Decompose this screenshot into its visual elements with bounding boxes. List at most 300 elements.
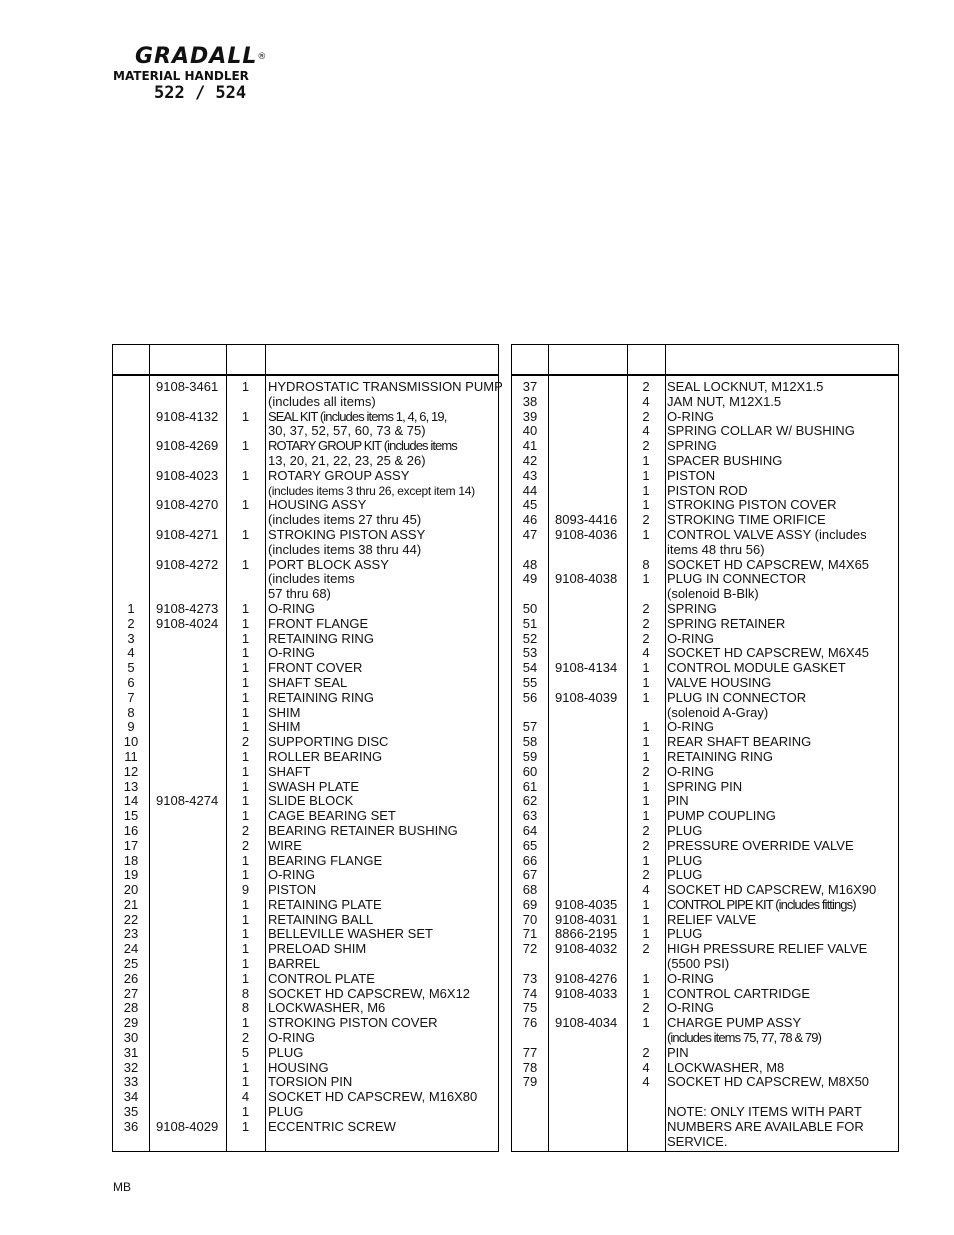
table-row [512,824,898,839]
description [667,824,702,839]
part-number: 9108-4024 [156,615,219,631]
item-number: 46 [522,512,538,528]
description [667,1016,821,1046]
description-line: CONTROL PIPE KIT (includes fittings) [667,896,856,912]
description [667,528,867,558]
description-line: O-RING [268,645,315,661]
quantity: 1 [241,408,250,424]
item-number: 55 [522,674,538,690]
description-line: SLIDE BLOCK [268,793,354,809]
description [667,439,717,454]
item-number: 12 [123,763,139,779]
description-line: RETAINING PLATE [268,896,382,912]
quantity: 2 [642,1000,650,1016]
part-number: 9108-4032 [555,941,618,957]
description-line: WIRE [268,837,302,853]
item-number: 26 [123,970,139,986]
item-number: 8 [127,704,135,720]
quantity: 4 [642,645,650,661]
description-line: SHAFT SEAL [268,674,348,690]
parts-table-left [112,344,503,1152]
description-line: CONTROL MODULE GASKET [667,660,846,676]
description [268,765,311,780]
quantity: 4 [642,1074,650,1090]
model-number: 522 / 524 [154,83,247,103]
part-number: 9108-4272 [156,556,219,572]
description-line: FRONT COVER [268,660,363,676]
quantity: 1 [642,970,650,986]
description [667,1061,784,1076]
description-line: BEARING FLANGE [268,852,383,868]
item-number: 18 [123,852,139,868]
part-number: 9108-4273 [156,600,219,616]
item-number: 59 [522,748,538,764]
table-row [113,809,498,824]
description [268,1016,438,1031]
description [268,780,359,795]
table-row [512,839,898,854]
quantity: 1 [241,1118,250,1134]
quantity: 1 [642,660,650,676]
quantity: 8 [241,1000,250,1016]
description-line: O-RING [667,408,714,424]
table-row [113,661,498,676]
description [268,439,457,469]
item-number: 9 [127,719,135,735]
item-number: 1 [127,600,135,616]
description-line: PLUG [667,867,703,883]
description-line: REAR SHAFT BEARING [667,734,812,750]
item-number: 14 [123,793,139,809]
description [268,735,388,750]
description-line: SOCKET HD CAPSCREW, M16X90 [667,882,877,898]
description-line: SPRING PIN [667,778,743,794]
table-row [512,898,898,913]
table-row [113,1031,498,1046]
item-number: 77 [522,1044,538,1060]
description-line: 30, 37, 52, 57, 60, 73 & 75) [268,423,426,439]
table-row [113,824,498,839]
description [268,927,433,942]
description [667,1046,689,1061]
description [667,854,702,869]
item-number: 7 [127,689,135,705]
quantity: 2 [642,763,650,779]
description-line: VALVE HOUSING [667,674,772,690]
description-line: SPRING RETAINER [667,615,786,631]
table-row [113,1046,498,1061]
description [667,424,855,439]
description [268,1075,352,1090]
description [268,854,382,869]
description [268,1046,303,1061]
description [667,1105,864,1149]
description-line: PLUG IN CONNECTOR [667,689,807,705]
quantity: 1 [241,438,250,454]
quantity: 1 [241,778,250,794]
item-number: 16 [123,822,139,838]
description [667,927,702,942]
description-line: SUPPORTING DISC [268,734,389,750]
description [268,1001,385,1016]
quantity: 2 [241,1030,250,1046]
table-row [113,617,498,632]
quantity: 1 [241,867,250,883]
quantity: 1 [642,1015,650,1031]
table-row [113,913,498,928]
description [667,883,876,898]
item-number: 49 [522,571,538,587]
item-number: 10 [123,734,139,750]
part-number: 9108-3461 [156,379,219,394]
table-row [512,854,898,869]
description-line: SPRING [667,600,717,616]
item-number: 44 [522,482,538,498]
table-row [512,809,898,824]
table-row [113,898,498,913]
description-line: SHIM [268,719,301,735]
item-number: 2 [127,615,135,631]
table-row [512,883,898,898]
quantity: 1 [241,1104,250,1120]
description-line: CAGE BEARING SET [268,808,396,824]
description-line: SHAFT [268,763,311,779]
item-number: 27 [123,985,139,1001]
table-row [113,1120,498,1135]
quantity: 2 [241,822,250,838]
item-number: 5 [127,660,135,676]
part-number: 8093-4416 [555,512,618,528]
item-number: 29 [123,1015,139,1031]
quantity: 9 [241,882,250,898]
table-row [113,1090,498,1105]
item-number: 3 [127,630,135,646]
description [268,1120,396,1135]
table-row [512,735,898,750]
quantity: 1 [642,748,650,764]
item-number: 75 [522,1000,538,1016]
description [667,676,771,691]
description-line: PORT BLOCK ASSY [268,556,389,572]
description-line: JAM NUT, M12X1.5 [667,393,782,409]
table-row [512,987,898,1002]
description [268,972,375,987]
table-row [113,735,498,750]
table-row [512,646,898,661]
item-number: 66 [522,852,538,868]
description [268,661,362,676]
description-line: items 48 thru 56) [667,541,765,557]
item-number: 67 [522,867,538,883]
description [667,913,756,928]
description-line: CONTROL PLATE [268,970,375,986]
description-line: 13, 20, 21, 22, 23, 25 & 26) [268,452,426,468]
description [268,1031,315,1046]
item-number: 36 [123,1118,139,1134]
quantity: 4 [642,423,650,439]
table-row [113,676,498,691]
item-number: 17 [123,837,139,853]
item-number: 48 [522,556,538,572]
table-row [113,1061,498,1076]
table-row [512,558,898,573]
item-number: 25 [123,956,139,972]
item-number: 40 [522,423,538,439]
description [268,632,374,647]
table-row [512,720,898,735]
description [268,498,421,528]
item-number: 56 [522,689,538,705]
table-row [512,454,898,469]
description [667,484,748,499]
table-row [113,765,498,780]
part-number: 9108-4276 [555,970,618,986]
description [667,632,714,647]
table-row [113,927,498,942]
item-number: 57 [522,719,538,735]
brand-subtitle: MATERIAL HANDLER [113,69,249,83]
item-number: 79 [522,1074,538,1090]
description-line: SEAL LOCKNUT, M12X1.5 [667,379,824,394]
description-line: (solenoid A-Gray) [667,704,769,720]
quantity: 1 [642,911,650,927]
table-row [512,528,898,558]
description-line: SEAL KIT (includes items 1, 4, 6, 19, [268,408,447,424]
description-line: O-RING [268,1030,315,1046]
description [667,868,702,883]
description-line: HOUSING [268,1059,329,1075]
item-number: 34 [123,1089,139,1105]
quantity: 1 [241,793,250,809]
part-number: 9108-4039 [555,689,618,705]
part-number: 9108-4036 [555,526,618,542]
description [667,410,714,425]
description [667,780,742,795]
quantity: 1 [241,956,250,972]
item-number: 28 [123,1000,139,1016]
quantity: 1 [241,467,250,483]
table-row [512,1075,898,1090]
quantity: 1 [241,1015,250,1031]
item-number: 6 [127,674,135,690]
quantity: 1 [642,926,650,942]
table-row [512,942,898,972]
table-row [113,1075,498,1090]
quantity: 1 [642,896,650,912]
description [268,1105,303,1120]
item-number: 76 [522,1015,538,1031]
table-row [113,839,498,854]
item-number: 24 [123,941,139,957]
description-line: O-RING [667,970,714,986]
table-row [512,750,898,765]
table-row [113,691,498,706]
table-row [512,513,898,528]
quantity: 1 [241,748,250,764]
item-number: 33 [123,1074,139,1090]
quantity: 1 [241,911,250,927]
quantity: 1 [241,808,250,824]
part-number: 9108-4132 [156,408,219,424]
description [667,720,714,735]
description-line: PLUG [667,926,703,942]
description-line: STROKING TIME ORIFICE [667,512,826,528]
quantity: 1 [241,645,250,661]
description-line: SPACER BUSHING [667,452,783,468]
table-row [512,498,898,513]
table-row [512,780,898,795]
description [667,942,867,972]
quantity: 2 [642,867,650,883]
description-line: SOCKET HD CAPSCREW, M6X45 [667,645,870,661]
item-number: 43 [522,467,538,483]
description [268,720,301,735]
quantity: 2 [642,941,650,957]
item-number: 58 [522,734,538,750]
quantity: 5 [241,1044,250,1060]
quantity: 4 [642,882,650,898]
table-row [512,1016,898,1046]
item-number: 62 [522,793,538,809]
description [268,868,315,883]
item-number: 69 [522,896,538,912]
table-row [113,632,498,647]
item-number: 15 [123,808,139,824]
quantity: 1 [241,941,250,957]
part-number: 9108-4031 [555,911,618,927]
quantity: 1 [642,452,650,468]
item-number: 63 [522,808,538,824]
description-line: (includes items [268,571,355,587]
table-row [113,602,498,617]
item-number: 60 [522,763,538,779]
table-row [512,380,898,395]
description-line: O-RING [667,763,714,779]
item-number: 54 [522,660,538,676]
table-row [512,602,898,617]
table-row [113,942,498,957]
quantity: 4 [642,1059,650,1075]
quantity: 1 [241,763,250,779]
table-row [113,720,498,735]
item-number: 37 [522,379,538,394]
item-number: 42 [522,452,538,468]
part-number: 9108-4038 [555,571,618,587]
page-footer-code: MB [113,1180,131,1194]
description [667,898,856,913]
parts-rows-right [512,380,898,1149]
description-line: HYDROSTATIC TRANSMISSION PUMP [268,379,503,394]
quantity: 1 [241,689,250,705]
table-row [113,469,498,499]
table-row [512,410,898,425]
description-line: (includes items 3 thru 26, except item 14) [268,483,475,498]
description [667,735,811,750]
quantity: 2 [241,837,250,853]
table-row [512,676,898,691]
description [268,750,382,765]
description-line: PISTON [268,882,317,898]
description [667,987,810,1002]
quantity: 1 [642,985,650,1001]
description [268,1061,329,1076]
item-number: 22 [123,911,139,927]
part-number: 9108-4023 [156,467,219,483]
part-number: 9108-4034 [555,1015,618,1031]
table-row [113,1016,498,1031]
description-line: (solenoid B-Blk) [667,586,759,602]
description-line: PISTON [667,467,716,483]
table-row [512,691,898,721]
description [268,1090,477,1105]
description [268,528,425,558]
description-line: (includes all items) [268,393,376,409]
item-number: 47 [522,526,538,542]
description-line: ROTARY GROUP KIT (includes items [268,438,457,454]
description [667,602,717,617]
table-row [113,794,498,809]
description-line: ROLLER BEARING [268,748,383,764]
description-line: RETAINING BALL [268,911,374,927]
item-number: 32 [123,1059,139,1075]
quantity: 1 [241,379,250,394]
description [667,469,715,484]
description [268,558,389,602]
description-line: 57 thru 68) [268,586,331,602]
table-row [512,1061,898,1076]
item-number: 73 [522,970,538,986]
quantity: 1 [642,778,650,794]
description [667,1075,869,1090]
item-number: 31 [123,1044,139,1060]
description [667,765,714,780]
table-row [113,1001,498,1016]
table-row [512,794,898,809]
description-line: STROKING PISTON ASSY [268,526,426,542]
quantity: 8 [642,556,650,572]
quantity: 1 [642,526,650,542]
quantity: 1 [241,556,250,572]
description-line: STROKING PISTON COVER [268,1015,438,1031]
description-line: O-RING [667,719,714,735]
table-header-row [512,345,898,376]
table-row [512,972,898,987]
description-line: PLUG [268,1104,304,1120]
item-number: 50 [522,600,538,616]
description-line: ECCENTRIC SCREW [268,1118,396,1134]
quantity: 1 [241,660,250,676]
description [268,617,368,632]
part-number: 9108-4134 [555,660,618,676]
description [268,987,470,1002]
description [268,824,458,839]
description [667,572,806,602]
item-number: 41 [522,438,538,454]
quantity: 1 [241,852,250,868]
description-line: PIN [667,1044,689,1060]
quantity: 2 [241,734,250,750]
item-number: 35 [123,1104,139,1120]
item-number: 38 [522,393,538,409]
table-row [113,1105,498,1120]
description-line: LOCKWASHER, M6 [268,1000,386,1016]
table-row [512,395,898,410]
description [667,558,869,573]
description [268,676,347,691]
description-line: CONTROL VALVE ASSY (includes [667,526,867,542]
table-row [113,883,498,898]
description-line: SERVICE. [667,1133,728,1149]
